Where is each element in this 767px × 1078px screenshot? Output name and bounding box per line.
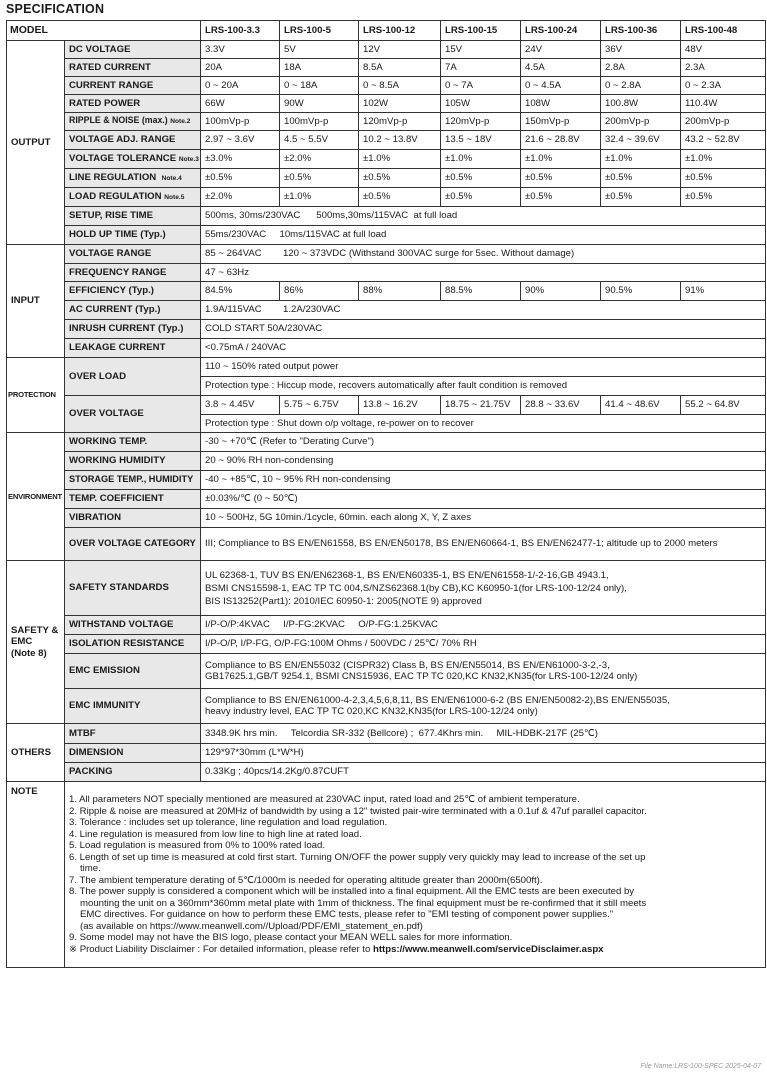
cell: 32.4 ~ 39.6V — [601, 131, 681, 150]
cell: -30 ~ +70℃ (Refer to "Derating Curve") — [201, 433, 766, 452]
table-row — [7, 654, 766, 689]
table-row — [7, 301, 766, 320]
note-item: (as available on https://www.meanwell.com//Upload/PDF/EMI_statement_en.pdf) — [80, 920, 423, 932]
table-row — [7, 41, 766, 59]
cell: ±0.03%/℃ (0 ~ 50℃) — [201, 490, 766, 509]
table-row — [7, 689, 766, 724]
cell: 15V — [441, 41, 521, 59]
row-label: LEAKAGE CURRENT — [65, 339, 201, 358]
cell: 129*97*30mm (L*W*H) — [201, 744, 766, 763]
table-row — [7, 188, 766, 207]
row-label: OVER LOAD — [65, 358, 201, 396]
cell: 0 ~ 2.8A — [601, 77, 681, 95]
model-name: LRS-100-5 — [280, 21, 359, 41]
cell: I/P-O/P:4KVAC I/P-FG:2KVAC O/P-FG:1.25KVAC — [201, 616, 766, 635]
cell: 3348.9K hrs min. Telcordia SR-332 (Bellcore) ; 677.4Khrs min. MIL-HDBK-217F (25℃) — [201, 724, 766, 744]
row-label: OVER VOLTAGE CATEGORY — [65, 528, 201, 561]
cell: 88% — [359, 282, 441, 301]
cell: 43.2 ~ 52.8V — [681, 131, 766, 150]
row-label: VIBRATION — [65, 509, 201, 528]
cell: ±0.5% — [441, 188, 521, 207]
cell: 0 ~ 18A — [280, 77, 359, 95]
cell: 91% — [681, 282, 766, 301]
cell: ±1.0% — [681, 150, 766, 169]
row-label: STORAGE TEMP., HUMIDITY — [65, 471, 201, 490]
row-label — [65, 150, 201, 169]
table-row — [7, 131, 766, 150]
table-row — [7, 509, 766, 528]
notes-row — [7, 782, 766, 968]
cell: ±0.5% — [601, 188, 681, 207]
cell: 110.4W — [681, 95, 766, 113]
row-label: OVER VOLTAGE — [65, 396, 201, 433]
disclaimer — [69, 944, 761, 956]
disclaimer-link[interactable]: https://www.meanwell.com/serviceDisclaimer.aspx — [372, 943, 604, 955]
cell: ±0.5% — [359, 169, 441, 188]
cell: 90W — [280, 95, 359, 113]
spec-table — [6, 20, 766, 968]
row-label: FREQUENCY RANGE — [65, 264, 201, 282]
cell: Protection type : Hiccup mode, recovers automatically after fault condition is removed — [201, 377, 766, 396]
model-name: LRS-100-36 — [601, 21, 681, 41]
model-name: LRS-100-15 — [441, 21, 521, 41]
row-label: DIMENSION — [65, 744, 201, 763]
row-label: EMC IMMUNITY — [65, 689, 201, 724]
table-row — [7, 113, 766, 131]
cell: 48V — [681, 41, 766, 59]
cell-line: UL 62368-1, TUV BS EN/EN62368-1, BS EN/EN60335-1, BS EN/EN61558-1/-2-16,GB 4943.1, — [205, 569, 609, 581]
cell — [201, 689, 766, 724]
table-row — [7, 169, 766, 188]
group-label-line: EMC — [11, 636, 33, 648]
cell: 90.5% — [601, 282, 681, 301]
row-label: INRUSH CURRENT (Typ.) — [65, 320, 201, 339]
row-label: RATED CURRENT — [65, 59, 201, 77]
cell: ±2.0% — [280, 150, 359, 169]
cell: ±0.5% — [359, 188, 441, 207]
cell: -40 ~ +85℃, 10 ~ 95% RH non-condensing — [201, 471, 766, 490]
table-row — [7, 358, 766, 377]
cell: 66W — [201, 95, 280, 113]
table-row — [7, 59, 766, 77]
table-row — [7, 77, 766, 95]
table-row — [7, 320, 766, 339]
row-label: VOLTAGE ADJ. RANGE — [65, 131, 201, 150]
cell: 41.4 ~ 48.6V — [601, 396, 681, 415]
cell-line: Compliance to BS EN/EN61000-4-2,3,4,5,6,8,11, BS EN/EN61000-6-2 (BS EN/EN50082-2),BS EN/EN55035, — [205, 694, 670, 706]
cell: 55.2 ~ 64.8V — [681, 396, 766, 415]
group-input: INPUT — [7, 245, 65, 358]
table-row — [7, 245, 766, 264]
row-label: SAFETY STANDARDS — [65, 561, 201, 616]
cell: 3.8 ~ 4.45V — [201, 396, 280, 415]
table-row — [7, 724, 766, 744]
cell: ±0.5% — [681, 169, 766, 188]
file-name-footer: File Name:LRS-100-SPEC 2025-04-07 — [640, 1063, 761, 1070]
note-item: EMC directives. For guidance on how to perform these EMC tests, please refer to "EMI testing of component power supplies." — [80, 909, 614, 920]
cell: ±1.0% — [280, 188, 359, 207]
cell: III; Compliance to BS EN/EN61558, BS EN/EN50178, BS EN/EN60664-1, BS EN/EN62477-1; altitude up to 2000 meters — [201, 528, 766, 561]
cell: ±1.0% — [359, 150, 441, 169]
cell-line: BIS IS13252(Part1): 2010/IEC 60950-1: 2005(NOTE 9) approved — [205, 595, 482, 607]
notes-label: NOTE — [7, 782, 65, 968]
cell: 500ms, 30ms/230VAC 500ms,30ms/115VAC at full load — [201, 207, 766, 226]
cell: 20A — [201, 59, 280, 77]
cell: 2.3A — [681, 59, 766, 77]
group-output: OUTPUT — [7, 41, 65, 245]
group-label-line: (Note 8) — [11, 647, 47, 659]
row-label: MTBF — [65, 724, 201, 744]
cell: COLD START 50A/230VAC — [201, 320, 766, 339]
cell: ±0.5% — [601, 169, 681, 188]
table-row — [7, 433, 766, 452]
cell: ±1.0% — [601, 150, 681, 169]
cell: 47 ~ 63Hz — [201, 264, 766, 282]
row-label: HOLD UP TIME (Typ.) — [65, 226, 201, 245]
table-row — [7, 452, 766, 471]
cell: 86% — [280, 282, 359, 301]
cell: 105W — [441, 95, 521, 113]
note-item: 8. The power supply is considered a component which will be installed into a final equipment. All the EMC tests are been executed by — [69, 886, 635, 897]
cell-line: GB17625.1,GB/T 9254.1, BSMI CNS15936, EAC TP TC 020,KC KN32,KN35(for LRS-100-12/24 only) — [205, 671, 638, 682]
group-others: OTHERS — [7, 724, 65, 782]
row-label-text: LOAD REGULATION — [69, 190, 162, 202]
cell: ±3.0% — [201, 150, 280, 169]
note-item: 9. Some model may not have the BIS logo, please contact your MEAN WELL sales for more information. — [69, 932, 513, 943]
cell: 200mVp-p — [601, 113, 681, 131]
model-label: MODEL — [7, 21, 201, 41]
cell: 7A — [441, 59, 521, 77]
row-label: AC CURRENT (Typ.) — [65, 301, 201, 320]
cell: 4.5 ~ 5.5V — [280, 131, 359, 150]
table-row — [7, 763, 766, 782]
table-row — [7, 561, 766, 616]
model-header-row — [7, 21, 766, 41]
cell: 120mVp-p — [441, 113, 521, 131]
row-label-text: RIPPLE & NOISE (max.) — [69, 115, 168, 126]
cell: 88.5% — [441, 282, 521, 301]
cell: ±1.0% — [521, 150, 601, 169]
row-label: EFFICIENCY (Typ.) — [65, 282, 201, 301]
group-environment: ENVIRONMENT — [7, 433, 65, 561]
cell: 2.8A — [601, 59, 681, 77]
cell: 1.9A/115VAC 1.2A/230VAC — [201, 301, 766, 320]
row-label: WITHSTAND VOLTAGE — [65, 616, 201, 635]
note-item: time. — [80, 863, 101, 874]
group-label-line: SAFETY & — [11, 624, 59, 636]
row-label: DC VOLTAGE — [65, 41, 201, 59]
cell: 90% — [521, 282, 601, 301]
note-item: mounting the unit on a 360mm*360mm metal plate with 1mm of thickness. The final equipment must be re-confirmed that it still meets — [80, 897, 647, 909]
cell: 85 ~ 264VAC 120 ~ 373VDC (Withstand 300VAC surge for 5sec. Without damage) — [201, 245, 766, 264]
disclaimer-text: ※ Product Liability Disclaimer : For detailed information, please refer to — [69, 943, 373, 955]
table-row — [7, 490, 766, 509]
cell: 5V — [280, 41, 359, 59]
cell: 0.33Kg ; 40pcs/14.2Kg/0.87CUFT — [201, 763, 766, 782]
cell: 13.5 ~ 18V — [441, 131, 521, 150]
cell — [201, 654, 766, 689]
cell-line: Compliance to BS EN/EN55032 (CISPR32) Class B, BS EN/EN55014, BS EN/EN61000-3-2,-3, — [205, 659, 610, 671]
row-label: VOLTAGE RANGE — [65, 245, 201, 264]
cell: 108W — [521, 95, 601, 113]
table-row — [7, 471, 766, 490]
cell: ±0.5% — [681, 188, 766, 207]
cell: I/P-O/P, I/P-FG, O/P-FG:100M Ohms / 500VDC / 25℃/ 70% RH — [201, 635, 766, 654]
cell — [201, 561, 766, 616]
cell: 110 ~ 150% rated output power — [201, 358, 766, 377]
row-label: WORKING HUMIDITY — [65, 452, 201, 471]
cell: 55ms/230VAC 10ms/115VAC at full load — [201, 226, 766, 245]
note-ref: Note.2 — [170, 118, 191, 126]
cell: 100.8W — [601, 95, 681, 113]
cell: 20 ~ 90% RH non-condensing — [201, 452, 766, 471]
row-label: CURRENT RANGE — [65, 77, 201, 95]
cell: ±0.5% — [280, 169, 359, 188]
row-label — [65, 169, 201, 188]
table-row — [7, 339, 766, 358]
cell: 102W — [359, 95, 441, 113]
cell: 5.75 ~ 6.75V — [280, 396, 359, 415]
row-label: PACKING — [65, 763, 201, 782]
row-label-text: LINE REGULATION — [69, 171, 157, 183]
cell-line: BSMI CNS15598-1, EAC TP TC 004,S/NZS62368.1(by CB),KC K60950-1(for LRS-100-12/24 only), — [205, 582, 627, 594]
note-item: 5. Load regulation is measured from 0% to 100% rated load. — [69, 840, 325, 851]
cell: 8.5A — [359, 59, 441, 77]
row-label — [65, 188, 201, 207]
group-safety-emc — [7, 561, 65, 724]
row-label: ISOLATION RESISTANCE — [65, 635, 201, 654]
cell: <0.75mA / 240VAC — [201, 339, 766, 358]
cell: ±2.0% — [201, 188, 280, 207]
row-label — [65, 113, 201, 131]
row-label: TEMP. COEFFICIENT — [65, 490, 201, 509]
table-row — [7, 616, 766, 635]
cell: 4.5A — [521, 59, 601, 77]
table-row — [7, 207, 766, 226]
table-row — [7, 282, 766, 301]
table-row — [7, 635, 766, 654]
cell: 36V — [601, 41, 681, 59]
cell: 0 ~ 20A — [201, 77, 280, 95]
cell: 100mVp-p — [201, 113, 280, 131]
table-row — [7, 744, 766, 763]
row-label: WORKING TEMP. — [65, 433, 201, 452]
row-label: SETUP, RISE TIME — [65, 207, 201, 226]
cell: 10.2 ~ 13.8V — [359, 131, 441, 150]
cell: 12V — [359, 41, 441, 59]
cell: 84.5% — [201, 282, 280, 301]
table-row — [7, 95, 766, 113]
notes-body — [65, 782, 766, 968]
model-name: LRS-100-3.3 — [201, 21, 280, 41]
table-row — [7, 150, 766, 169]
cell: ±1.0% — [441, 150, 521, 169]
cell: 150mVp-p — [521, 113, 601, 131]
row-label: EMC EMISSION — [65, 654, 201, 689]
model-name: LRS-100-12 — [359, 21, 441, 41]
cell: 13.8 ~ 16.2V — [359, 396, 441, 415]
cell: 200mVp-p — [681, 113, 766, 131]
cell: ±0.5% — [521, 188, 601, 207]
table-row — [7, 528, 766, 561]
cell: 120mVp-p — [359, 113, 441, 131]
row-label-text: VOLTAGE TOLERANCE — [69, 152, 177, 164]
cell: ±0.5% — [201, 169, 280, 188]
note-item: 6. Length of set up time is measured at cold first start. Turning ON/OFF the power supply very quickly may lead to increase of the set up — [69, 851, 646, 863]
table-row — [7, 396, 766, 415]
cell: 0 ~ 2.3A — [681, 77, 766, 95]
note-item: 2. Ripple & noise are measured at 20MHz of bandwidth by using a 12" twisted pair-wire terminated with a 0.1uf & 47uf parallel capacitor. — [69, 805, 647, 817]
cell: 18A — [280, 59, 359, 77]
note-ref: Note.4 — [161, 174, 182, 182]
cell: 28.8 ~ 33.6V — [521, 396, 601, 415]
cell: 21.6 ~ 28.8V — [521, 131, 601, 150]
cell: 0 ~ 7A — [441, 77, 521, 95]
cell: ±0.5% — [441, 169, 521, 188]
note-ref: Note.5 — [164, 193, 185, 201]
table-row — [7, 226, 766, 245]
model-name: LRS-100-48 — [681, 21, 766, 41]
note-item: 4. Line regulation is measured from low line to high line at rated load. — [69, 828, 362, 840]
cell: 100mVp-p — [280, 113, 359, 131]
group-protection: PROTECTION — [7, 358, 65, 433]
cell: 18.75 ~ 21.75V — [441, 396, 521, 415]
note-item: 3. Tolerance : includes set up tolerance, line regulation and load regulation. — [69, 817, 388, 828]
table-row — [7, 264, 766, 282]
cell: 10 ~ 500Hz, 5G 10min./1cycle, 60min. each along X, Y, Z axes — [201, 509, 766, 528]
cell: ±0.5% — [521, 169, 601, 188]
cell: 0 ~ 8.5A — [359, 77, 441, 95]
cell: 0 ~ 4.5A — [521, 77, 601, 95]
note-ref: Note.3 — [178, 155, 199, 163]
cell-line: heavy industry level, EAC TP TC 020,KC KN32,KN35(for LRS-100-12/24 only) — [205, 706, 538, 717]
cell: 2.97 ~ 3.6V — [201, 131, 280, 150]
note-item: 7. The ambient temperature derating of 5℃/1000m is needed for operating altitude greater than 2000m(6500ft). — [69, 874, 543, 886]
note-item: 1. All parameters NOT specially mentioned are measured at 230VAC input, rated load and 25℃ of ambient temperature. — [69, 794, 580, 805]
row-label: RATED POWER — [65, 95, 201, 113]
cell: Protection type : Shut down o/p voltage, re-power on to recover — [201, 415, 766, 433]
cell: 24V — [521, 41, 601, 59]
model-name: LRS-100-24 — [521, 21, 601, 41]
cell: 3.3V — [201, 41, 280, 59]
page-title: SPECIFICATION — [6, 2, 105, 16]
